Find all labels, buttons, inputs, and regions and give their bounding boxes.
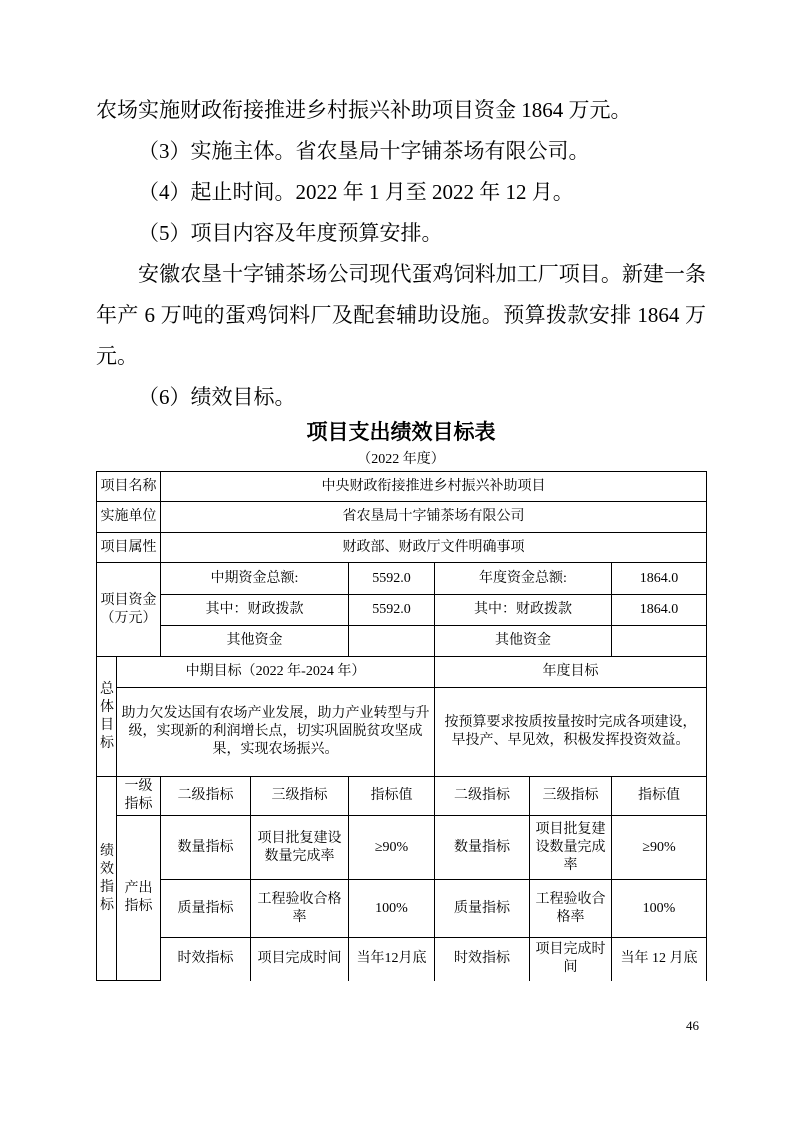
paragraph-item-6: （6）绩效目标。 [138, 385, 296, 409]
time-indicator-label-mid: 时效指标 [161, 938, 251, 981]
paragraph-continuation: 农场实施财政衔接推进乡村振兴补助项目资金 1864 万元。 [96, 98, 632, 122]
midterm-funds-total-label: 中期资金总额: [161, 563, 349, 595]
project-attribute-label: 项目属性 [97, 533, 161, 563]
midterm-goal-text: 助力欠发达国有农场产业发展，助力产业转型与升级，实现新的利润增长点，切实巩固脱贫攻坚成果，实现农场振兴。 [117, 688, 435, 777]
table-row [97, 595, 707, 626]
quality-indicator-label-year: 质量指标 [435, 880, 530, 938]
performance-target-table [96, 471, 707, 981]
table-row [97, 880, 707, 938]
paragraph-project-description: 安徽农垦十字铺茶场公司现代蛋鸡饲料加工厂项目。新建一条年产 6 万吨的蛋鸡饲料厂及配套辅助设施。预算拨款安排 1864 万元。 [96, 262, 706, 368]
quality-indicator-value-year: 100% [612, 880, 707, 938]
project-name-label: 项目名称 [97, 472, 161, 502]
quality-indicator-label-mid: 质量指标 [161, 880, 251, 938]
annual-fiscal-allocation-value: 1864.0 [612, 595, 707, 626]
level2-indicator-header-mid: 二级指标 [161, 777, 251, 816]
table-row [97, 688, 707, 777]
level3-indicator-header-mid: 三级指标 [251, 777, 349, 816]
quality-indicator-value-mid: 100% [349, 880, 435, 938]
paragraph-item-3: （3）实施主体。省农垦局十字铺茶场有限公司。 [138, 139, 590, 163]
project-funds-group-label: 项目资金（万元） [97, 563, 161, 657]
table-row [97, 472, 707, 502]
midterm-other-funds-label: 其他资金 [161, 626, 349, 657]
annual-fiscal-allocation-label: 其中：财政拨款 [435, 595, 612, 626]
midterm-other-funds-value [349, 626, 435, 657]
level1-indicator-header: 一级指标 [117, 777, 161, 816]
table-row [97, 626, 707, 657]
body-text-block [96, 90, 706, 418]
midterm-funds-total-value: 5592.0 [349, 563, 435, 595]
table-row [97, 816, 707, 880]
quantity-indicator-name-year: 项目批复建设数量完成率 [530, 816, 612, 880]
table-row [97, 533, 707, 563]
annual-goal-header: 年度目标 [435, 657, 707, 688]
time-indicator-label-year: 时效指标 [435, 938, 530, 981]
annual-goal-text: 按预算要求按质按量按时完成各项建设，早投产、早见效，积极发挥投资效益。 [435, 688, 707, 777]
level3-indicator-header-year: 三级指标 [530, 777, 612, 816]
annual-funds-total-value: 1864.0 [612, 563, 707, 595]
indicator-value-header-year: 指标值 [612, 777, 707, 816]
midterm-fiscal-allocation-value: 5592.0 [349, 595, 435, 626]
table-row [97, 938, 707, 981]
table-row [97, 502, 707, 533]
quality-indicator-name-year: 工程验收合格率 [530, 880, 612, 938]
quantity-indicator-label-mid: 数量指标 [161, 816, 251, 880]
time-indicator-value-year: 当年 12 月底 [612, 938, 707, 981]
annual-funds-total-label: 年度资金总额: [435, 563, 612, 595]
annual-other-funds-value [612, 626, 707, 657]
paragraph-item-4: （4）起止时间。2022 年 1 月至 2022 年 12 月。 [138, 180, 574, 204]
quantity-indicator-label-year: 数量指标 [435, 816, 530, 880]
table-subtitle: （2022 年度） [357, 452, 445, 467]
quantity-indicator-value-mid: ≥90% [349, 816, 435, 880]
time-indicator-name-mid: 项目完成时间 [251, 938, 349, 981]
time-indicator-value-mid: 当年12月底 [349, 938, 435, 981]
paragraph-item-5: （5）项目内容及年度预算安排。 [138, 221, 443, 245]
annual-other-funds-label: 其他资金 [435, 626, 612, 657]
project-name-value: 中央财政衔接推进乡村振兴补助项目 [161, 472, 707, 502]
page-number: 46 [686, 1018, 699, 1033]
quantity-indicator-value-year: ≥90% [612, 816, 707, 880]
indicator-value-header-mid: 指标值 [349, 777, 435, 816]
performance-indicator-group-label: 绩效指标 [97, 777, 117, 981]
table-row [97, 777, 707, 816]
project-attribute-value: 财政部、财政厅文件明确事项 [161, 533, 707, 563]
output-indicator-category-label: 产出指标 [117, 816, 161, 981]
time-indicator-name-year: 项目完成时间 [530, 938, 612, 981]
implement-unit-label: 实施单位 [97, 502, 161, 533]
midterm-goal-header: 中期目标（2022 年-2024 年） [117, 657, 435, 688]
level2-indicator-header-year: 二级指标 [435, 777, 530, 816]
table-title: 项目支出绩效目标表 [306, 421, 496, 444]
midterm-fiscal-allocation-label: 其中：财政拨款 [161, 595, 349, 626]
table-row [97, 657, 707, 688]
quality-indicator-name-mid: 工程验收合格率 [251, 880, 349, 938]
quantity-indicator-name-mid: 项目批复建设数量完成率 [251, 816, 349, 880]
implement-unit-value: 省农垦局十字铺茶场有限公司 [161, 502, 707, 533]
table-row [97, 563, 707, 595]
overall-goal-group-label: 总体目标 [97, 657, 117, 777]
